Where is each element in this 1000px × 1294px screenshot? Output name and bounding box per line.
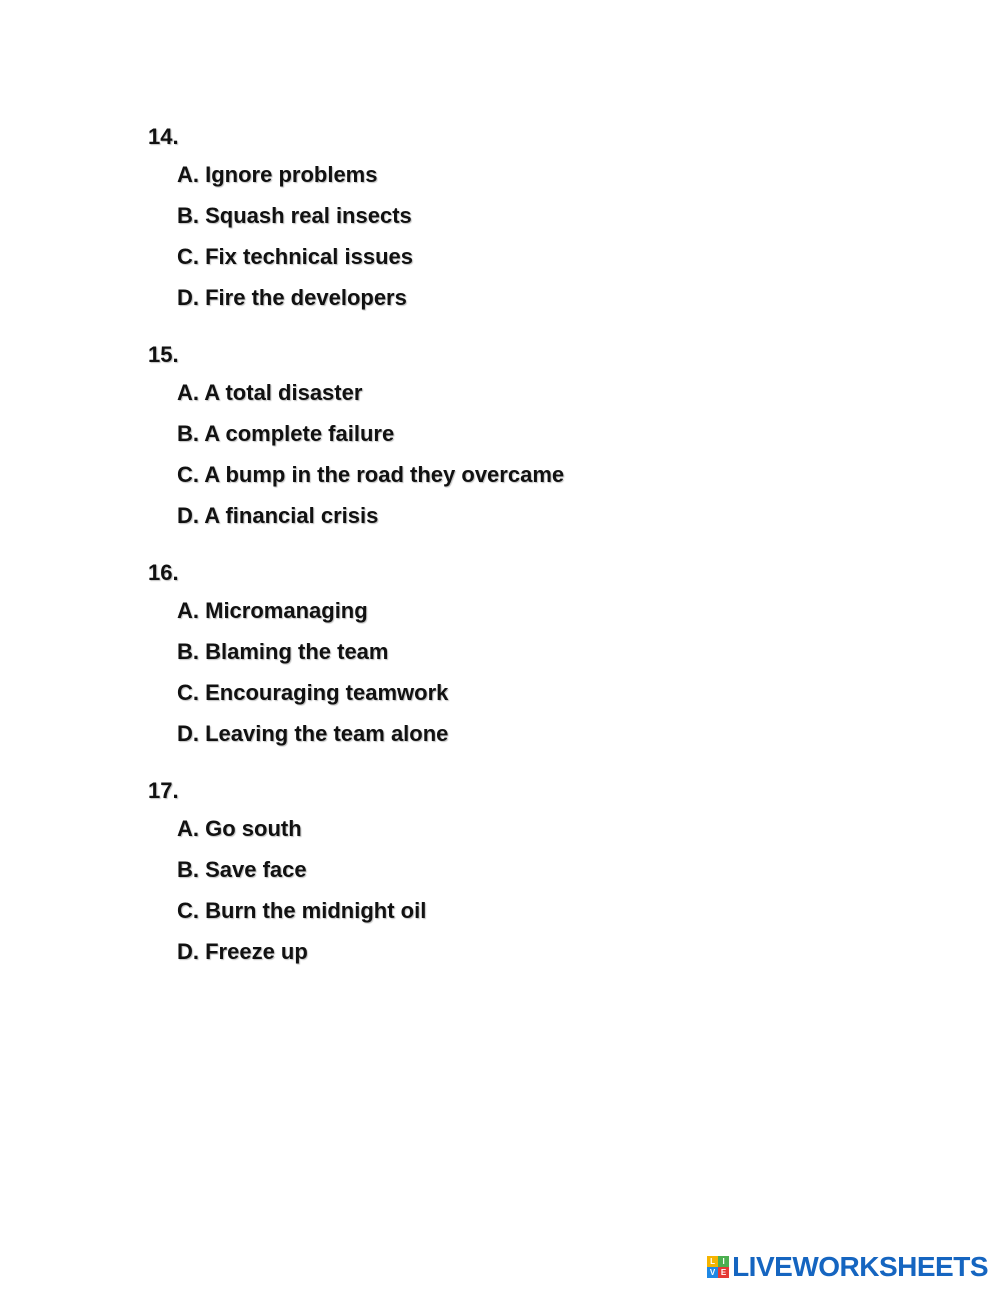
option-c[interactable]: C. Encouraging teamwork	[177, 680, 449, 705]
option-list	[148, 808, 848, 972]
option-a[interactable]: A. A total disaster	[177, 380, 363, 405]
question-16	[148, 556, 848, 754]
option-a[interactable]: A. Ignore problems	[177, 162, 378, 187]
option-d[interactable]: D. Leaving the team alone	[177, 721, 449, 746]
option-b[interactable]: B. Squash real insects	[177, 203, 412, 228]
question-number: 15.	[148, 342, 179, 367]
option-b[interactable]: B. A complete failure	[177, 421, 395, 446]
question-14	[148, 120, 848, 318]
question-number: 17.	[148, 778, 179, 803]
option-c[interactable]: C. A bump in the road they overcame	[177, 462, 565, 487]
option-d[interactable]: D. Freeze up	[177, 939, 308, 964]
liveworksheets-logo	[707, 1252, 988, 1282]
logo-mark-icon: L I V E	[707, 1256, 729, 1278]
question-15	[148, 338, 848, 536]
logo-text: LIVEWORKSHEETS	[732, 1251, 988, 1282]
question-number: 16.	[148, 560, 179, 585]
option-d[interactable]: D. A financial crisis	[177, 503, 379, 528]
option-c[interactable]: C. Fix technical issues	[177, 244, 413, 269]
option-d[interactable]: D. Fire the developers	[177, 285, 407, 310]
option-a[interactable]: A. Go south	[177, 816, 302, 841]
question-number: 14.	[148, 124, 179, 149]
option-list	[148, 154, 848, 318]
option-list	[148, 372, 848, 536]
option-b[interactable]: B. Save face	[177, 857, 307, 882]
option-c[interactable]: C. Burn the midnight oil	[177, 898, 427, 923]
option-b[interactable]: B. Blaming the team	[177, 639, 389, 664]
question-17	[148, 774, 848, 972]
worksheet	[148, 120, 848, 992]
option-a[interactable]: A. Micromanaging	[177, 598, 368, 623]
option-list	[148, 590, 848, 754]
